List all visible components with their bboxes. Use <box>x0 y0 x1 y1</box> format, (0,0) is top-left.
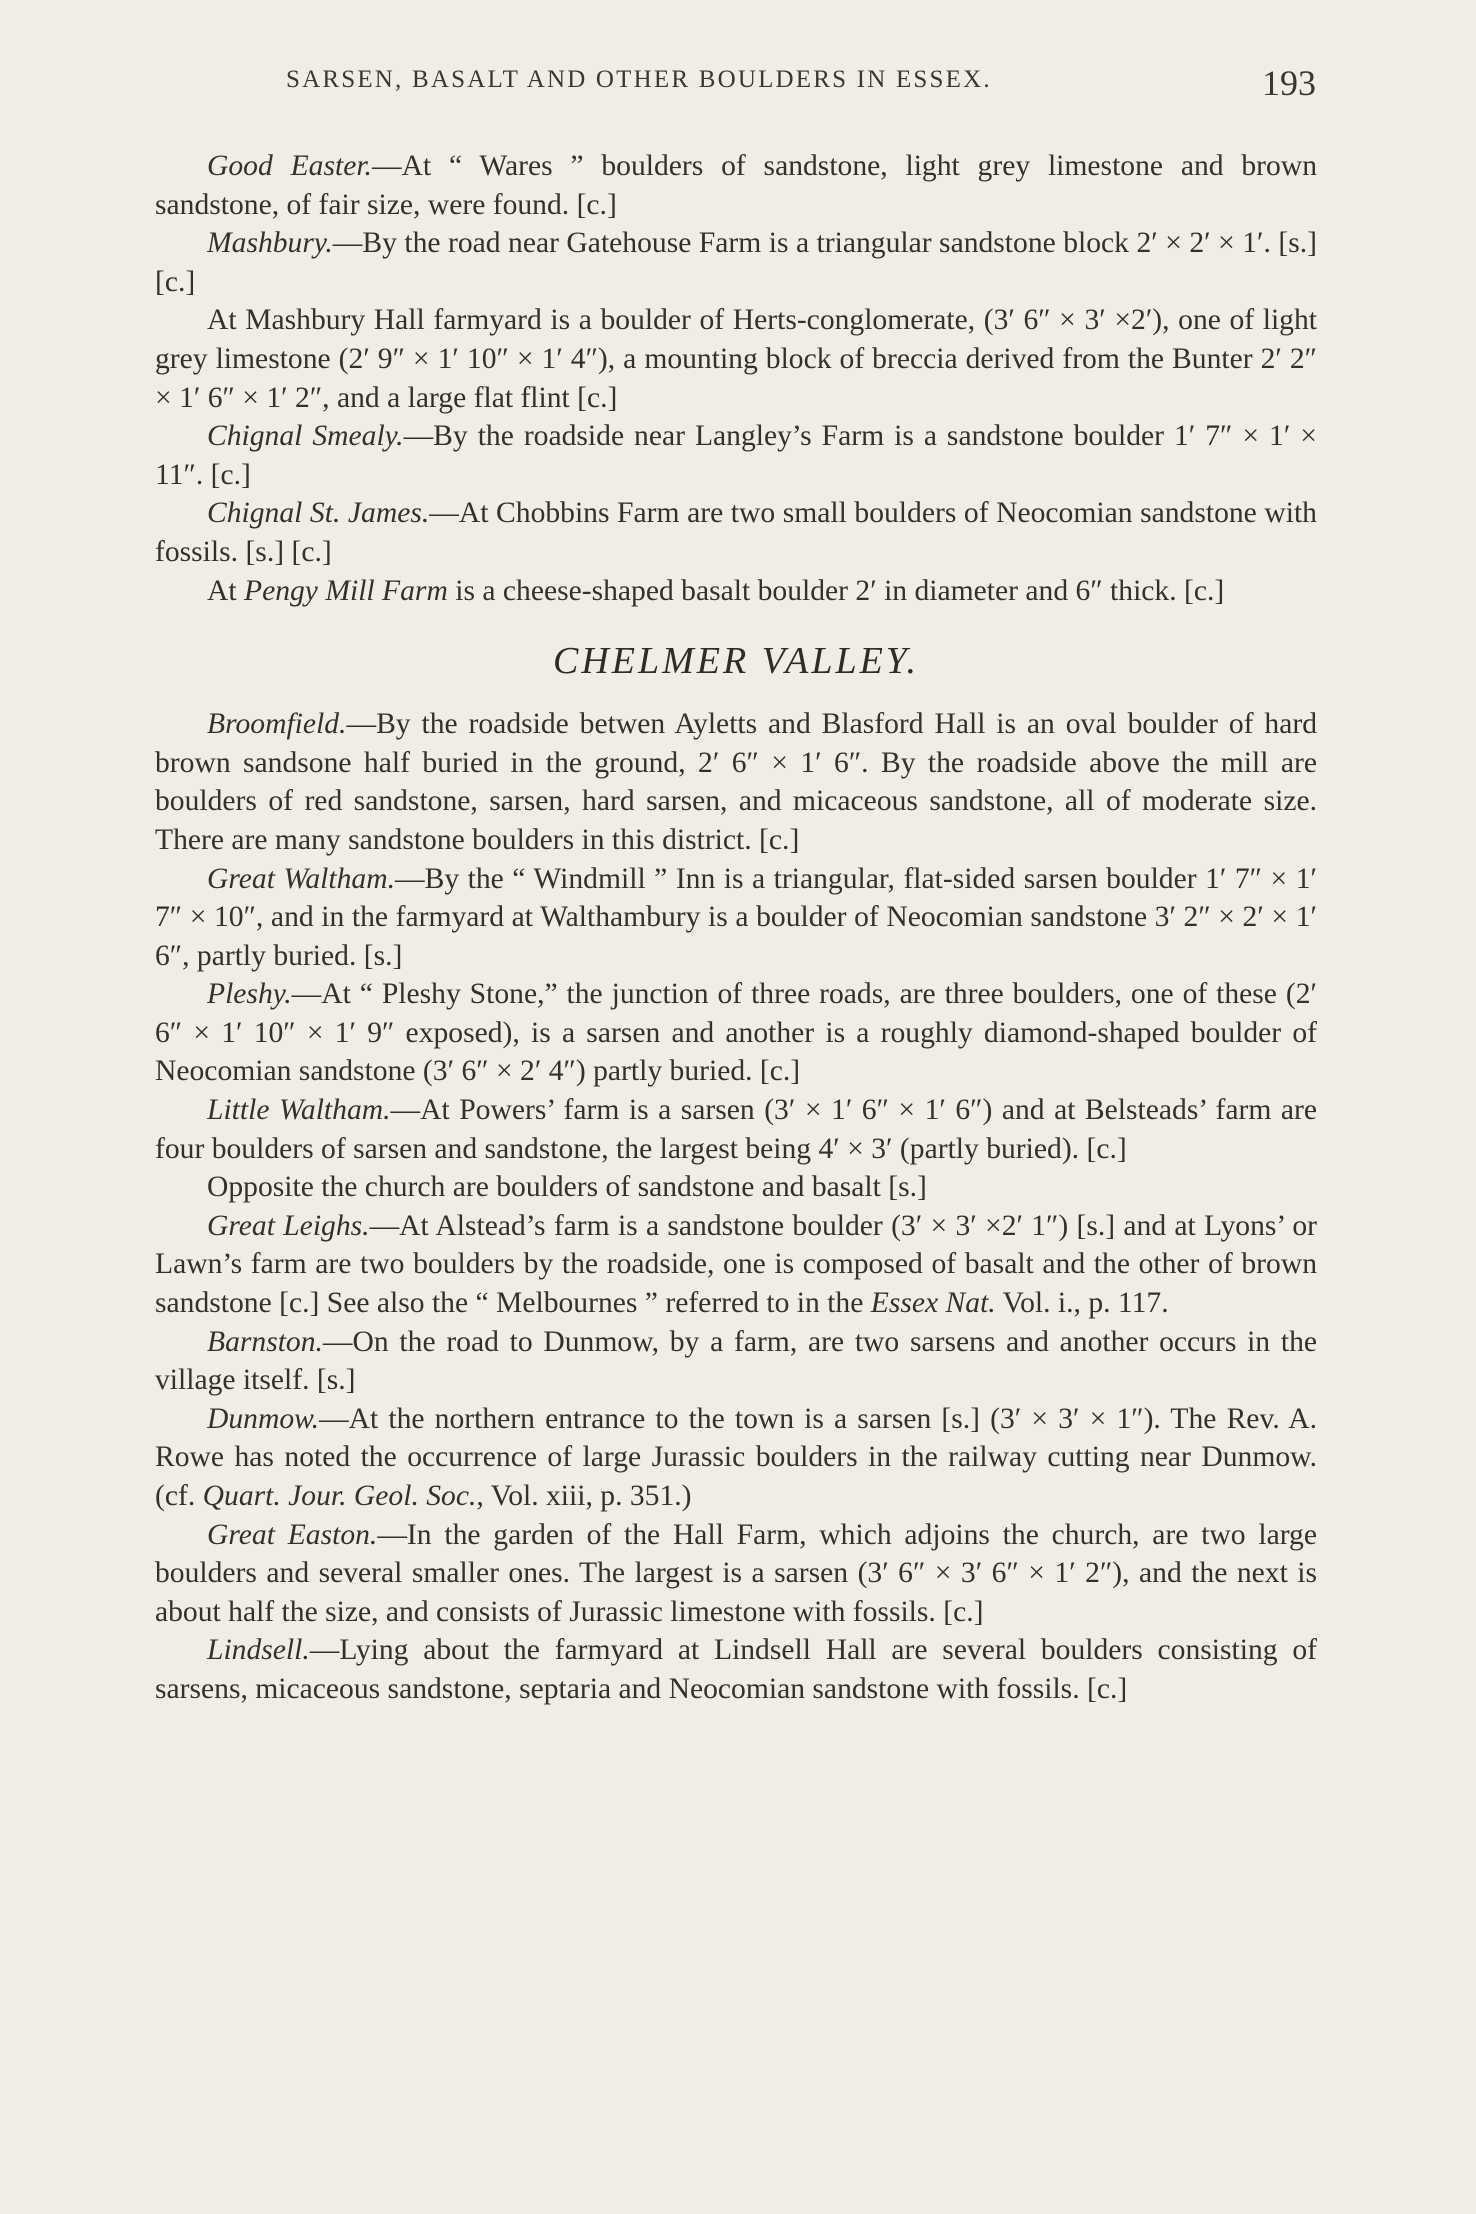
place-name: Broomfield. <box>207 708 347 741</box>
paragraph-great-waltham <box>155 860 1317 976</box>
paragraph-great-easton <box>155 1516 1317 1632</box>
paragraph-barnston <box>155 1323 1317 1400</box>
paragraph-text: —At the northern entrance to the town is a sarsen [s.] (3′ × 3′ × 1″). The Rev. A. Rowe has noted the occurrence of large Jurassic boulders in the railway cutting near Dunmow. (cf. <box>155 1402 1317 1512</box>
paragraph-text: —By the road near Gatehouse Farm is a triangular sandstone block 2′ × 2′ × 1′. [s.] [c.] <box>155 227 1317 298</box>
paragraph-text: At Mashbury Hall farmyard is a boulder of Herts-conglomerate, (3′ 6″ × 3′ ×2′), one of light grey limestone (2′ 9″ × 1′ 10″ × 1′ 4″), a mounting block of breccia derived from the Bunter 2′ 2″ × 1′ 6″ × 1′ 2″, and a large flat flint [c.] <box>155 304 1317 414</box>
place-name: Pleshy. <box>207 978 292 1011</box>
section-heading: CHELMER VALLEY. <box>553 640 919 683</box>
place-name: Chignal Smealy. <box>207 420 404 453</box>
paragraph-text: , Vol. xiii, p. 351.) <box>476 1480 692 1512</box>
page-number: 193 <box>1262 63 1316 103</box>
journal-title: Quart. Jour. Geol. Soc. <box>202 1480 477 1512</box>
paragraph-text: —At Powers’ farm is a sarsen (3′ × 1′ 6″ × 1′ 6″) and at Belsteads’ farm are four boulders of sarsen and sandstone, the largest being 4′ × 3′ (partly buried). [c.] <box>155 1094 1318 1165</box>
place-name: Great Waltham. <box>207 862 395 895</box>
place-name: Mashbury. <box>207 227 333 260</box>
paragraph-lindsell <box>155 1631 1317 1708</box>
place-name: Barnston. <box>207 1325 323 1358</box>
body-text <box>155 147 1317 1709</box>
place-name: Lindsell. <box>207 1634 310 1667</box>
paragraph-text: At <box>207 574 244 607</box>
paragraph-text: —At Alstead’s farm is a sandstone boulder (3′ × 3′ ×2′ 1″) [s.] and at Lyons’ or Lawn’s farm are two boulders by the roadside, one is composed of basalt and the other of brown sandstone [c.] See also the “ Melbournes ” referred to in the <box>155 1209 1317 1320</box>
paragraph-pengy-mill-farm <box>155 572 1317 611</box>
paragraph-text: —By the roadside betwen Ayletts and Blasford Hall is an oval boulder of hard brown sandsone half buried in the ground, 2′ 6″ × 1′ 6″. By the roadside above the mill are boulders of red sandstone, sarsen, hard sarsen, and micaceous sandstone, all of moderate size. There are many sandstone boulders in this district. [c.] <box>155 708 1317 856</box>
paragraph-pleshy <box>155 975 1317 1091</box>
place-name: Great Easton. <box>207 1518 378 1551</box>
paragraph-text: —Lying about the farmyard at Lindsell Hall are several boulders consisting of sarsens, micaceous sandstone, septaria and Neocomian sandstone with fossils. [c.] <box>155 1634 1317 1705</box>
place-name: Great Leighs. <box>207 1209 370 1242</box>
paragraph-text: —By the “ Windmill ” Inn is a triangular, flat-sided sarsen boulder 1′ 7″ × 1′ 7″ × 10″, and in the farmyard at Walthambury is a boulder of Neocomian sandstone 3′ 2″ × 2′ × 1′ 6″, partly buried. [s.] <box>155 862 1317 972</box>
paragraph-great-leighs <box>155 1207 1317 1323</box>
paragraph-good-easter <box>155 147 1317 224</box>
journal-title: Essex Nat. <box>870 1287 996 1320</box>
place-name: Little Waltham. <box>207 1094 391 1127</box>
paragraph-chignal-smealy <box>155 417 1317 494</box>
running-title: SARSEN, BASALT AND OTHER BOULDERS IN ESSEX. <box>286 66 992 93</box>
paragraph-text: —At Chobbins Farm are two small boulders of Neocomian sandstone with fossils. [s.] [c.] <box>155 497 1317 568</box>
paragraph-little-waltham <box>155 1091 1317 1168</box>
place-name: Dunmow. <box>207 1402 320 1435</box>
paragraph-mashbury-hall <box>155 301 1317 417</box>
paragraph-text: Opposite the church are boulders of sandstone and basalt [s.] <box>207 1171 927 1204</box>
paragraph-opposite-church <box>155 1168 1317 1207</box>
place-name: Pengy Mill Farm <box>244 574 448 607</box>
paragraph-text: Vol. i., p. 117. <box>995 1287 1169 1320</box>
paragraph-text: —At “ Wares ” boulders of sandstone, light grey limestone and brown sandstone, of fair size, were found. [c.] <box>155 150 1317 221</box>
paragraph-text: —On the road to Dunmow, by a farm, are two sarsens and another occurs in the village itself. [s.] <box>155 1325 1317 1397</box>
paragraph-text: —In the garden of the Hall Farm, which adjoins the church, are two large boulders and several smaller ones. The largest is a sarsen (3′ 6″ × 3′ 6″ × 1′ 2″), and the next is about half the size, and consists of Jurassic limestone with fossils. [c.] <box>155 1518 1317 1628</box>
place-name: Chignal St. James. <box>207 497 430 530</box>
paragraph-text: —By the roadside near Langley’s Farm is a sandstone boulder 1′ 7″ × 1′ × 11″. [c.] <box>155 420 1317 491</box>
paragraph-text: is a cheese-shaped basalt boulder 2′ in diameter and 6″ thick. [c.] <box>447 574 1225 607</box>
place-name: Good Easter. <box>207 150 372 182</box>
paragraph-mashbury <box>155 224 1317 301</box>
paragraph-broomfield <box>155 705 1317 859</box>
paragraph-dunmow <box>155 1400 1317 1516</box>
paragraph-text: —At “ Pleshy Stone,” the junction of three roads, are three boulders, one of these (2′ 6″ × 1′ 10″ × 1′ 9″ exposed), is a sarsen and another is a roughly diamond-shaped boulder of Neocomian sandstone (3′ 6″ × 2′ 4″) partly buried. [c.] <box>155 978 1317 1088</box>
paragraph-chignal-st-james <box>155 494 1317 571</box>
